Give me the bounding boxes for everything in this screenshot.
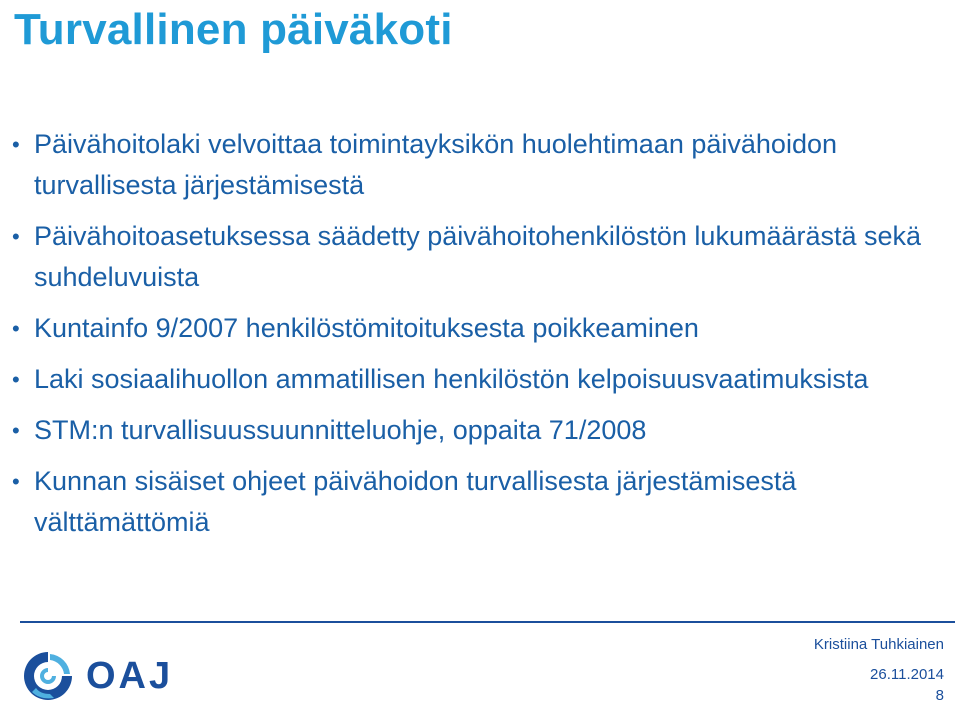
- oaj-logo: [20, 648, 173, 704]
- footer-date: 26.11.2014: [870, 666, 944, 683]
- bullet-text: Laki sosiaalihuollon ammatillisen henkilöstön kelpoisuusvaatimuksista: [34, 364, 869, 394]
- bullet-dot-icon: •: [12, 418, 20, 443]
- bullet-dot-icon: •: [12, 224, 20, 249]
- bullet-text: Päivähoitolaki velvoittaa toimintayksikön huolehtimaan päivähoidon turvallisesta järjestämisestä: [34, 129, 837, 200]
- bullet-dot-icon: •: [12, 469, 20, 494]
- bullet-dot-icon: •: [12, 316, 20, 341]
- bullet-item: [12, 216, 942, 298]
- bullet-item: [12, 359, 942, 400]
- slide-title: Turvallinen päiväkoti: [14, 5, 453, 54]
- bullet-dot-icon: •: [12, 132, 20, 157]
- bullet-dot-icon: •: [12, 367, 20, 392]
- bullet-text: STM:n turvallisuussuunnitteluohje, oppaita 71/2008: [34, 415, 647, 445]
- bullet-text: Kunnan sisäiset ohjeet päivähoidon turvallisesta järjestämisestä välttämättömiä: [34, 466, 797, 537]
- bullet-item: [12, 461, 942, 543]
- bullet-list: [12, 124, 942, 553]
- logo-text: OAJ: [86, 654, 174, 697]
- footer-divider: [20, 621, 955, 623]
- page-number: 8: [935, 687, 944, 704]
- bullet-item: [12, 410, 942, 451]
- bullet-text: Kuntainfo 9/2007 henkilöstömitoituksesta poikkeaminen: [34, 313, 699, 343]
- footer-author: Kristiina Tuhkiainen: [813, 636, 944, 653]
- bullet-text: Päivähoitoasetuksessa säädetty päivähoitohenkilöstön lukumäärästä sekä suhdeluvuista: [34, 221, 922, 292]
- oaj-logo-icon: [20, 648, 76, 704]
- bullet-item: [12, 308, 942, 349]
- bullet-item: [12, 124, 942, 206]
